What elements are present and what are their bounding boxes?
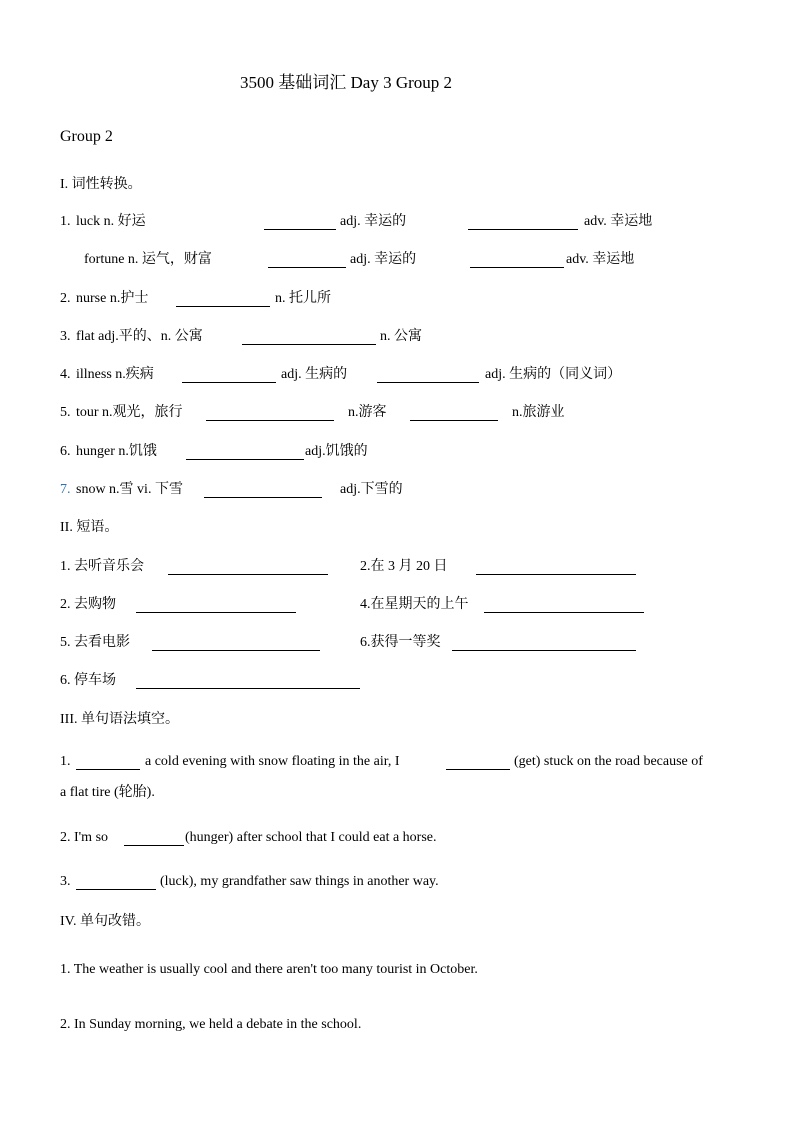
- s1-item-5-num: 5.: [60, 405, 71, 420]
- s2-item-2-blank[interactable]: [476, 560, 636, 575]
- s1-item-5-blank-1[interactable]: [206, 406, 334, 421]
- s1-item-3-blank[interactable]: [242, 330, 376, 345]
- s3-q1-num: 1.: [60, 754, 71, 769]
- group-heading: Group 2: [60, 128, 113, 145]
- s1-item-1-blank-2[interactable]: [468, 215, 578, 230]
- section-3-heading: III. 单句语法填空。: [60, 712, 179, 727]
- s1-item-4-word: illness n.疾病: [76, 367, 154, 382]
- s1-item-3-word: flat adj.平的、n. 公寓: [76, 329, 203, 344]
- s1-item-1-num: 1.: [60, 214, 71, 229]
- s3-q1-part2: (get) stuck on the road because of: [514, 754, 703, 769]
- s1-item-2-num: 2.: [60, 291, 71, 306]
- s3-q3-num: 3.: [60, 874, 71, 889]
- s3-q1-blank-1[interactable]: [76, 755, 140, 770]
- s3-q2-num: 2. I'm so: [60, 830, 109, 845]
- s3-q2-rest: (hunger) after school that I could eat a horse.: [185, 830, 437, 845]
- s1-item-1b-b: adj. 幸运的: [350, 252, 417, 267]
- s1-item-2-blank[interactable]: [176, 292, 270, 307]
- s1-item-7-num: 7.: [60, 482, 71, 497]
- s1-item-1b-blank-2[interactable]: [470, 253, 564, 268]
- s1-item-2-b: n. 托儿所: [275, 291, 331, 306]
- s2-item-3: 2. 去购物: [60, 597, 116, 612]
- s2-item-7-blank[interactable]: [136, 674, 360, 689]
- s2-item-5-blank[interactable]: [152, 636, 320, 651]
- s3-q2-blank[interactable]: [124, 831, 184, 846]
- s1-item-5-c: n.旅游业: [512, 405, 565, 420]
- s1-item-5-blank-2[interactable]: [410, 406, 498, 421]
- s1-item-4-c: adj. 生病的（同义词）: [485, 367, 622, 382]
- s1-item-7-blank[interactable]: [204, 483, 322, 498]
- s2-item-7: 6. 停车场: [60, 673, 116, 688]
- s2-item-5: 5. 去看电影: [60, 635, 130, 650]
- s1-item-6-word: hunger n.饥饿: [76, 444, 157, 459]
- s1-item-1-c: adv. 幸运地: [584, 214, 653, 229]
- s1-item-6-b: adj.饥饿的: [305, 444, 368, 459]
- s1-item-6-num: 6.: [60, 444, 71, 459]
- s1-item-3-num: 3.: [60, 329, 71, 344]
- s1-item-1-blank-1[interactable]: [264, 215, 336, 230]
- s1-item-6-blank[interactable]: [186, 445, 304, 460]
- s1-item-1b-word: fortune n. 运气，财富: [84, 252, 212, 267]
- s1-item-1b-c: adv. 幸运地: [566, 252, 635, 267]
- s3-q3-blank[interactable]: [76, 875, 156, 890]
- s2-item-6: 6.获得一等奖: [360, 635, 441, 650]
- s1-item-7-b: adj.下雪的: [340, 482, 403, 497]
- s4-q2: 2. In Sunday morning, we held a debate in the school.: [60, 1017, 362, 1032]
- s1-item-4-blank-2[interactable]: [377, 368, 479, 383]
- s1-item-1-b: adj. 幸运的: [340, 214, 407, 229]
- page-title: 3500 基础词汇 Day 3 Group 2: [240, 73, 453, 92]
- s4-q1: 1. The weather is usually cool and there aren't too many tourist in October.: [60, 962, 478, 977]
- s1-item-3-b: n. 公寓: [380, 329, 422, 344]
- s2-item-1: 1. 去听音乐会: [60, 559, 144, 574]
- s1-item-1-word: luck n. 好运: [76, 214, 146, 229]
- s1-item-5-b: n.游客: [348, 405, 387, 420]
- s1-item-4-num: 4.: [60, 367, 71, 382]
- section-4-heading: IV. 单句改错。: [60, 914, 150, 929]
- s1-item-2-word: nurse n.护士: [76, 291, 149, 306]
- s3-q1-blank-2[interactable]: [446, 755, 510, 770]
- s2-item-4: 4.在星期天的上午: [360, 597, 469, 612]
- s3-q3-rest: (luck), my grandfather saw things in another way.: [160, 874, 439, 889]
- section-1-heading: I. 词性转换。: [60, 177, 142, 192]
- section-2-heading: II. 短语。: [60, 520, 119, 535]
- s1-item-1b-blank-1[interactable]: [268, 253, 346, 268]
- s3-q1-part1: a cold evening with snow floating in the air, I: [145, 754, 400, 769]
- s2-item-2: 2.在 3 月 20 日: [360, 559, 448, 574]
- s1-item-5-word: tour n.观光，旅行: [76, 405, 183, 420]
- s1-item-4-blank-1[interactable]: [182, 368, 276, 383]
- s1-item-7-word: snow n.雪 vi. 下雪: [76, 482, 183, 497]
- s3-q1-line2: a flat tire (轮胎).: [60, 785, 155, 800]
- s2-item-6-blank[interactable]: [452, 636, 636, 651]
- s2-item-1-blank[interactable]: [168, 560, 328, 575]
- s2-item-3-blank[interactable]: [136, 598, 296, 613]
- s1-item-4-b: adj. 生病的: [281, 367, 348, 382]
- s2-item-4-blank[interactable]: [484, 598, 644, 613]
